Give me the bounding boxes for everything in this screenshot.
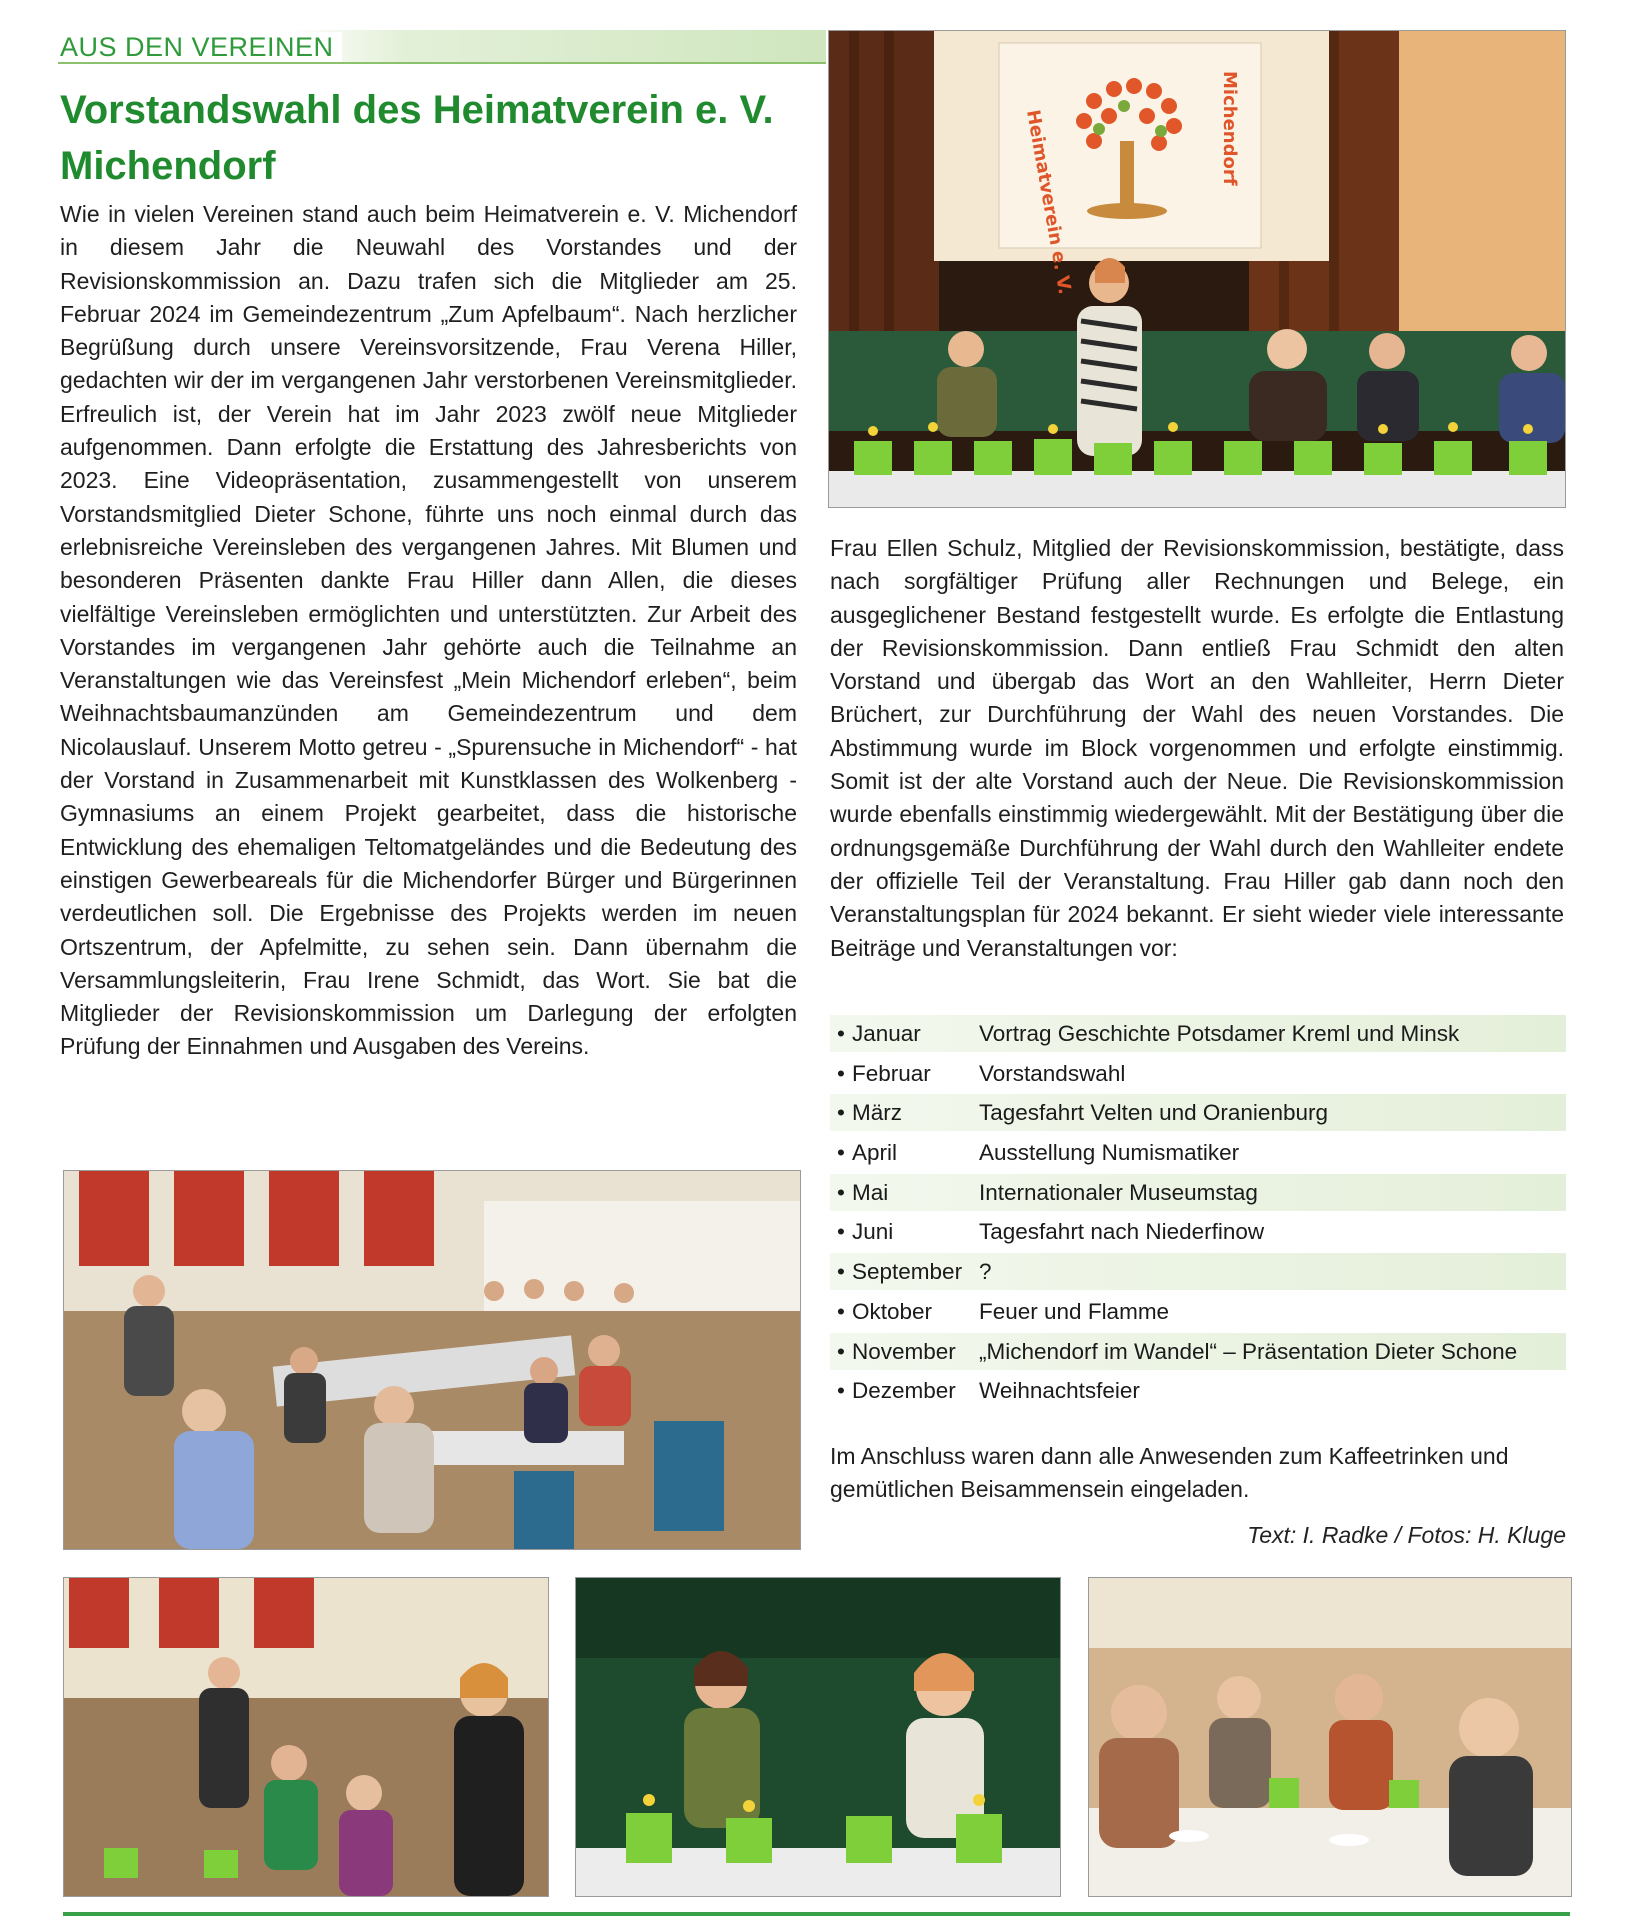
bullet: • (837, 1298, 845, 1324)
schedule-row (830, 1293, 1566, 1330)
section-label: AUS DEN VEREINEN (60, 32, 342, 62)
schedule-row (830, 1174, 1566, 1211)
bullet: • (837, 1378, 845, 1404)
article-body-column-2: Frau Ellen Schulz, Mitglied der Revisionskommission, bestätigte, dass nach sorgfältiger Prüfung aller Rechnungen und Belege, ein ausgeglichener Bestand festgestellt wurde. Es erfolgte die Entlastung der Revisionskommission. Dann entließ Frau Schmidt den alten Vorstand und übergab das Wort an den Wahlleiter, Herrn Dieter Brüchert, zur Durchführung der Wahl des neuen Vorstandes. Die Abstimmung wurde im Block vorgenommen und erfolgte einstimmig. Somit ist der alte Vorstand auch der Neue. Die Revisionskommission wurde ebenfalls einstimmig wiedergewählt. Mit der Bestätigung über die ordnungsgemäße Durchführung der Wahl durch den Wahlleiter endete der offizielle Teil der Veranstaltung. Frau Hiller gab dann noch den Veranstaltungsplan für 2024 bekannt. Er sieht wieder viele interessante Beiträge und Veranstaltungen vor: (830, 535, 1564, 961)
schedule-event: Vortrag Geschichte Potsdamer Kreml und Minsk (979, 1021, 1460, 1046)
schedule-row (830, 1213, 1566, 1250)
schedule-event: Tagesfahrt Velten und Oranienburg (979, 1100, 1328, 1126)
schedule-event: Vorstandswahl (979, 1060, 1126, 1086)
schedule-row (830, 1094, 1566, 1131)
schedule-month: Mai (852, 1179, 889, 1205)
schedule-row (830, 1055, 1566, 1092)
photo-board-women (575, 1577, 1061, 1897)
photo-stage-podium (828, 30, 1566, 508)
photo-guests-left (63, 1577, 549, 1897)
bullet: • (837, 1338, 845, 1364)
schedule-event: ? (979, 1259, 992, 1285)
schedule-event: Tagesfahrt nach Niederfinow (979, 1219, 1265, 1245)
bullet: • (837, 1259, 845, 1285)
schedule-row (830, 1253, 1566, 1290)
photo-text-credit: Text: I. Radke / Fotos: H. Kluge (1247, 1522, 1566, 1548)
schedule-month: März (852, 1100, 902, 1126)
article-body-column-1: Wie in vielen Vereinen stand auch beim Heimatverein e. V. Michendorf in diesem Jahr die Neuwahl des Vorstandes und der Revisionskommission an. Dazu trafen sich die Mitglieder am 25. Februar 2024 im Gemeindezentrum „Zum Apfelbaum“. Nach herzlicher Begrüßung durch unsere Vereinsvorsitzende, Frau Verena Hiller, gedachten wir der im vergangenen Jahr verstorbenen Vereinsmitglieder. Erfreulich ist, der Verein hat im Jahr 2023 zwölf neue Mitglieder aufgenommen. Dann erfolgte die Erstattung des Jahresberichts von 2023. Eine Videopräsentation, zusammengestellt von unserem Vorstandsmitglied Dieter Schone, führte uns noch einmal durch das erlebnisreiche Vereinsleben des vergangenen Jahres. Mit Blumen und besonderen Präsenten dankte Frau Hiller dann Allen, die dieses vielfältige Vereinsleben ermöglichten und unterstützten. Zur Arbeit des Vorstandes im vergangenen Jahr gehörte auch die Teilnahme an Veranstaltungen wie das Vereinsfest „Mein Michendorf erleben“, beim Weihnachtsbaumanzünden am Gemeindezentrum und dem Nicolauslauf. Unserem Motto getreu - „Spurensuche in Michendorf“ - hat der Vorstand in Zusammenarbeit mit Kunstklassen des Wolkenberg - Gymnasiums an einem Projekt gearbeitet, dass die historische Entwicklung des ehemaligen Teltomatgeländes und die Bedeutung des einstigen Gewerbeareals für die Michendorfer Bürger und Bürgerinnen verdeutlichen soll. Die Ergebnisse des Projekts werden im neuen Ortszentrum, der Apfelmitte, zu sehen sein. Dann übernahm die Versammlungsleiterin, Frau Irene Schmidt, das Wort. Sie bat die Mitglieder der Revisionskommission um Darlegung der erfolgten Prüfung der Einnahmen und Ausgaben des Vereins. (60, 201, 797, 1060)
bullet: • (837, 1219, 845, 1245)
schedule-event: Internationaler Museumstag (979, 1179, 1258, 1205)
article-headline: Vorstandswahl des Heimatverein e. V. Michendorf (60, 88, 774, 188)
photo-meeting-hall (63, 1170, 801, 1550)
schedule-month: Oktober (852, 1298, 933, 1324)
bullet: • (837, 1140, 845, 1166)
closing-paragraph: Im Anschluss waren dann alle Anwesenden zum Kaffeetrinken und gemütlichen Beisammensein eingeladen. (830, 1443, 1509, 1503)
schedule-month: Juni (852, 1219, 894, 1245)
bullet: • (837, 1060, 845, 1086)
schedule-month: Dezember (852, 1378, 956, 1404)
schedule-row (830, 1372, 1566, 1409)
schedule-month: Januar (852, 1021, 921, 1046)
bullet: • (837, 1100, 845, 1126)
schedule-event: Weihnachtsfeier (979, 1378, 1140, 1404)
bullet: • (837, 1021, 845, 1046)
schedule-row (830, 1015, 1566, 1052)
schedule-month: April (852, 1140, 898, 1166)
schedule-event: Ausstellung Numismatiker (979, 1140, 1240, 1166)
schedule-row (830, 1333, 1566, 1370)
schedule-month: September (852, 1259, 963, 1285)
bottom-rule (63, 1912, 1570, 1916)
schedule-event: Feuer und Flamme (979, 1298, 1170, 1324)
schedule-month: Februar (852, 1060, 931, 1086)
schedule-month: November (852, 1338, 956, 1364)
logo-text-left: Heimatverein e. V. (1022, 108, 1076, 297)
logo-text-right: Michendorf (1219, 71, 1240, 186)
bullet: • (837, 1179, 845, 1205)
event-schedule-list (830, 1015, 1566, 1412)
schedule-event: „Michendorf im Wandel“ – Präsentation Dieter Schone (979, 1338, 1518, 1364)
schedule-row (830, 1134, 1566, 1171)
photo-guests-right (1088, 1577, 1572, 1897)
